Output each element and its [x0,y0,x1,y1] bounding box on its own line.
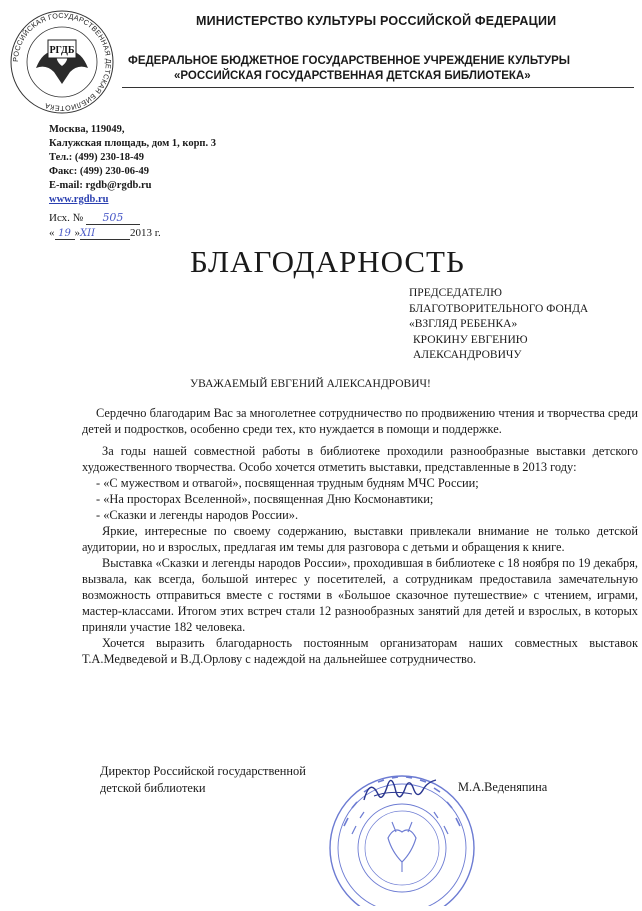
date-month: XII [80,228,96,239]
handwritten-signature [360,770,440,810]
addressee-line: АЛЕКСАНДРОВИЧУ [413,349,522,361]
contact-phone: Тел.: (499) 230-18-49 [49,152,145,163]
ref-number: 505 [102,211,124,224]
contact-city: Москва, 119049, [49,124,125,135]
letter-date [49,227,161,240]
addressee-line: «ВЗГЛЯД РЕБЕНКА» [409,318,518,330]
ministry-name: МИНИСТЕРСТВО КУЛЬТУРЫ РОССИЙСКОЙ ФЕДЕРАЦИИ [196,14,557,28]
date-day: 19 [58,228,71,239]
contact-block [49,123,216,207]
greeting: УВАЖАЕМЫЙ ЕВГЕНИЙ АЛЕКСАНДРОВИЧ! [190,378,431,390]
date-open-quote: « [49,227,55,239]
addressee-line: БЛАГОТВОРИТЕЛЬНОГО ФОНДА [409,302,589,315]
exhibition-list-item: - «На просторах Вселенной», посвященная Дню Космонавтики; [96,492,434,506]
addressee-block [409,286,588,364]
body-paragraph: Яркие, интересные по своему содержанию, выставки привлекали внимание не только детской аудитории, но и взрослых, предлагая им темы для разговора с детьми и обращения к книге. [82,524,638,554]
body-paragraph: За годы нашей совместной работы в библиотеке проходили разнообразные выставки детского художественного творчества. Особо хочется отметить выставки, представленные в 2013 году: [82,444,638,474]
letter-body [82,405,638,667]
contact-street: Калужская площадь, дом 1, корп. 3 [49,138,216,149]
document-title: БЛАГОДАРНОСТЬ [190,244,465,279]
signatory-position-line: детской библиотеки [100,781,206,795]
ref-number-field [86,211,140,225]
contact-website-link[interactable]: www.rgdb.ru [49,194,109,205]
date-close-quote: » [74,227,80,239]
contact-email[interactable]: E-mail: rgdb@rgdb.ru [49,180,152,191]
exhibition-list-item: - «С мужеством и отвагой», посвященная трудным будням МЧС России; [96,476,479,490]
exhibition-list-item: - «Сказки и легенды народов России». [96,508,299,522]
institution-name: «РОССИЙСКАЯ ГОСУДАРСТВЕННАЯ ДЕТСКАЯ БИБЛИОТЕКА» [174,70,531,82]
contact-fax: Факс: (499) 230-06-49 [49,166,149,177]
logo-monogram: РГДБ [49,45,75,56]
institution-type: ФЕДЕРАЛЬНОЕ БЮДЖЕТНОЕ ГОСУДАРСТВЕННОЕ УЧРЕЖДЕНИЕ КУЛЬТУРЫ [128,55,571,67]
signatory-position [100,763,306,797]
library-logo [8,8,116,116]
body-paragraph: Хочется выразить благодарность постоянным организаторам наших совместных выставок Т.А.Медведевой и В.Д.Орлову с надеждой на дальнейшее сотрудничество. [82,636,638,666]
date-day-field [55,227,75,240]
signatory-name: М.А.Веденяпина [458,780,548,794]
body-paragraph: Выставка «Сказки и легенды народов России», проходившая в библиотеке с 18 ноября по 19 декабря, вызвала, как всегда, большой интерес у посетителей, а сотрудникам предоставила замечательную возможность отправиться вместе с гостями в «Большое сказочное путешествие» с чтением, играми, мастер-классами. Итогом этих встреч стали 12 разнообразных занятий для детей и взрослых, в которых приняли участие 182 человека. [82,556,638,634]
date-month-field [80,227,130,240]
header-divider [122,87,634,88]
outgoing-number [49,211,140,225]
addressee-line: ПРЕДСЕДАТЕЛЮ [409,287,502,299]
body-paragraph: Сердечно благодарим Вас за многолетнее сотрудничество по продвижению чтения и творчества среди детей и подростков, особенно среди тех, кто нуждается в помощи и поддержке. [82,406,638,436]
ref-label: Исх. № [49,212,84,224]
signatory-position-line: Директор Российской государственной [100,764,306,778]
addressee-line: КРОКИНУ ЕВГЕНИЮ [413,333,528,346]
logo-ring-text: РОССИЙСКАЯ ГОСУДАРСТВЕННАЯ ДЕТСКАЯ БИБЛИОТЕКА [10,10,114,114]
date-year: 2013 г. [130,227,161,239]
